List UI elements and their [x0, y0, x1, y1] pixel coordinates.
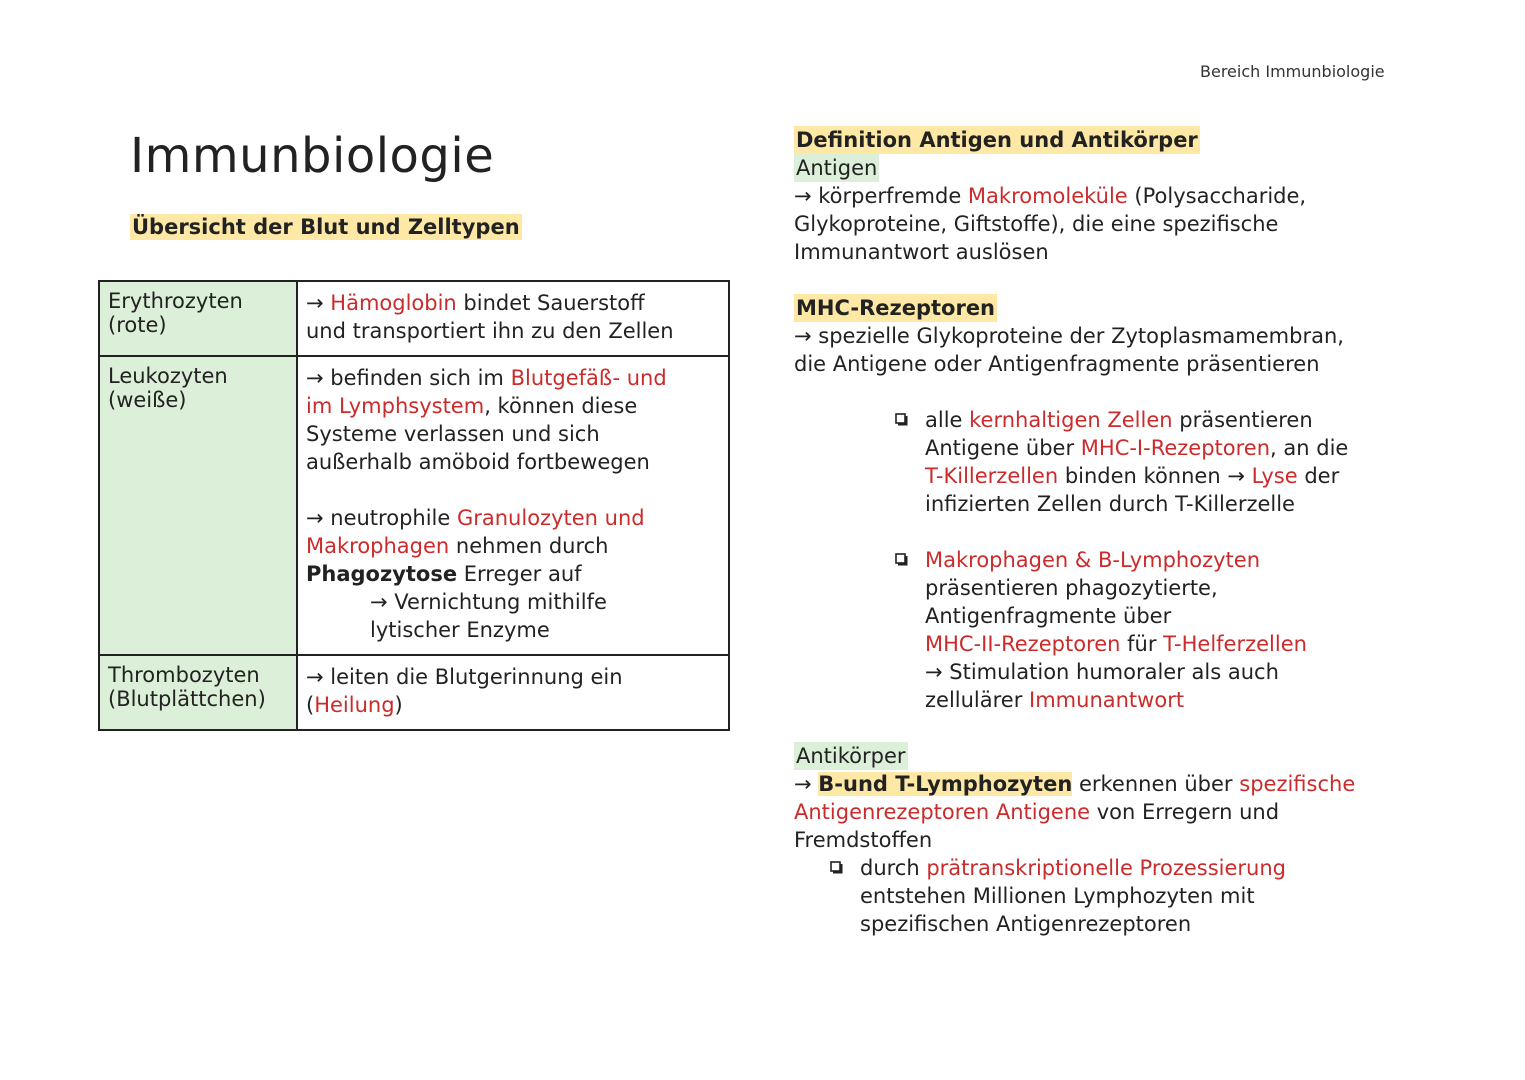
cell-type-leukocytes: [99, 356, 297, 655]
term-b-t-lymphocytes: B-und T-Lymphozyten: [818, 772, 1073, 796]
text: → befinden sich im: [306, 366, 511, 390]
cell-type-name: Thrombozyten: [108, 663, 260, 687]
term-healing: Heilung: [314, 693, 395, 717]
term-mhc-2: MHC-II-Rezeptoren: [925, 632, 1121, 656]
header-label: Bereich Immunbiologie: [1200, 62, 1385, 81]
definition-section: [794, 126, 1494, 938]
text: erkennen über: [1072, 772, 1240, 796]
cell-desc-leukocytes: [297, 356, 729, 655]
term-t-killer-cells: T-Killerzellen: [925, 464, 1059, 488]
cell-desc-erythrocytes: [297, 281, 729, 356]
text: und transportiert ihn zu den Zellen: [306, 319, 674, 343]
text: (: [306, 693, 315, 717]
text: Antigene über: [925, 436, 1081, 460]
text: → spezielle Glykoproteine der Zytoplasmamembran,: [794, 324, 1344, 348]
term-macrophages: Makrophagen: [306, 534, 450, 558]
text: präsentieren: [1172, 408, 1313, 432]
text: durch: [860, 856, 927, 880]
text: (Polysaccharide,: [1127, 184, 1307, 208]
text: Fremdstoffen: [794, 828, 933, 852]
antigen-heading: Antigen: [796, 156, 878, 180]
term-mhc-1: MHC-I-Rezeptoren: [1080, 436, 1271, 460]
table-row: [99, 356, 729, 655]
text: die Antigene oder Antigenfragmente präsentieren: [794, 352, 1320, 376]
list-item: [925, 406, 1494, 518]
cell-type-note: (weiße): [108, 388, 187, 412]
text: → Vernichtung mithilfe: [370, 590, 607, 614]
text: präsentieren phagozytierte,: [925, 576, 1218, 600]
text: nehmen durch: [449, 534, 609, 558]
term-pretranscriptional-processing: prätranskriptionelle Prozessierung: [926, 856, 1287, 880]
cell-desc-thrombocytes: [297, 655, 729, 730]
text: → Stimulation humoraler als auch: [925, 660, 1279, 684]
text: der: [1297, 464, 1340, 488]
cell-type-note: (Blutplättchen): [108, 687, 266, 711]
term-phagocytosis: Phagozytose: [306, 562, 458, 586]
term-immune-response: Immunantwort: [1029, 688, 1185, 712]
text: zellulärer: [925, 688, 1030, 712]
text: außerhalb amöboid fortbewegen: [306, 450, 650, 474]
text: von Erregern und: [1090, 800, 1280, 824]
text: Erreger auf: [457, 562, 582, 586]
text: → leiten die Blutgerinnung ein: [306, 665, 623, 689]
text: binden können →: [1058, 464, 1252, 488]
table-row: [99, 655, 729, 730]
term-granulocytes: Granulozyten und: [456, 506, 645, 530]
text: spezifischen Antigenrezeptoren: [860, 912, 1192, 936]
text: Glykoproteine, Giftstoffe), die eine spezifische: [794, 212, 1279, 236]
text: Immunantwort auslösen: [794, 240, 1049, 264]
cell-type-thrombocytes: [99, 655, 297, 730]
text: → neutrophile: [306, 506, 457, 530]
term-lysis: Lyse: [1251, 464, 1298, 488]
term-specific: spezifische: [1239, 772, 1356, 796]
term-macromolecules: Makromoleküle: [967, 184, 1128, 208]
list-item: [860, 854, 1494, 938]
text: entstehen Millionen Lymphozyten mit: [860, 884, 1255, 908]
checkbox-bullet-icon: [895, 553, 907, 565]
term-macrophages-b-lymphocytes: Makrophagen & B-Lymphozyten: [925, 548, 1261, 572]
checkbox-bullet-icon: [830, 861, 842, 873]
text: →: [794, 772, 819, 796]
text: für: [1120, 632, 1164, 656]
text: →: [306, 291, 331, 315]
text: Antigenfragmente über: [925, 604, 1172, 628]
text: ): [394, 693, 403, 717]
text: alle: [925, 408, 970, 432]
text: bindet Sauerstoff: [456, 291, 645, 315]
cell-type-erythrocytes: [99, 281, 297, 356]
overview-heading: Übersicht der Blut und Zelltypen: [132, 215, 520, 239]
page-title: Immunbiologie: [130, 128, 495, 184]
list-item: [925, 546, 1494, 714]
table-row: [99, 281, 729, 356]
text: , an die: [1270, 436, 1349, 460]
definition-heading: Definition Antigen und Antikörper: [796, 128, 1198, 152]
text: Systeme verlassen und sich: [306, 422, 600, 446]
text: → körperfremde: [794, 184, 968, 208]
cell-type-name: Erythrozyten: [108, 289, 243, 313]
antibody-heading: Antikörper: [796, 744, 906, 768]
mhc-heading: MHC-Rezeptoren: [796, 296, 996, 320]
term-hemoglobin: Hämoglobin: [330, 291, 457, 315]
cell-type-note: (rote): [108, 313, 167, 337]
text: , können diese: [484, 394, 638, 418]
term-lymph-system: im Lymphsystem: [306, 394, 485, 418]
checkbox-bullet-icon: [895, 413, 907, 425]
text: infizierten Zellen durch T-Killerzelle: [925, 492, 1295, 516]
term-blood-vessel: Blutgefäß- und: [510, 366, 667, 390]
term-antigen-receptors: Antigenrezeptoren Antigene: [794, 800, 1091, 824]
cell-type-name: Leukozyten: [108, 364, 228, 388]
term-t-helper-cells: T-Helferzellen: [1163, 632, 1307, 656]
text: lytischer Enzyme: [370, 618, 550, 642]
term-nucleated-cells: kernhaltigen Zellen: [969, 408, 1173, 432]
blood-cell-table: [98, 280, 730, 731]
